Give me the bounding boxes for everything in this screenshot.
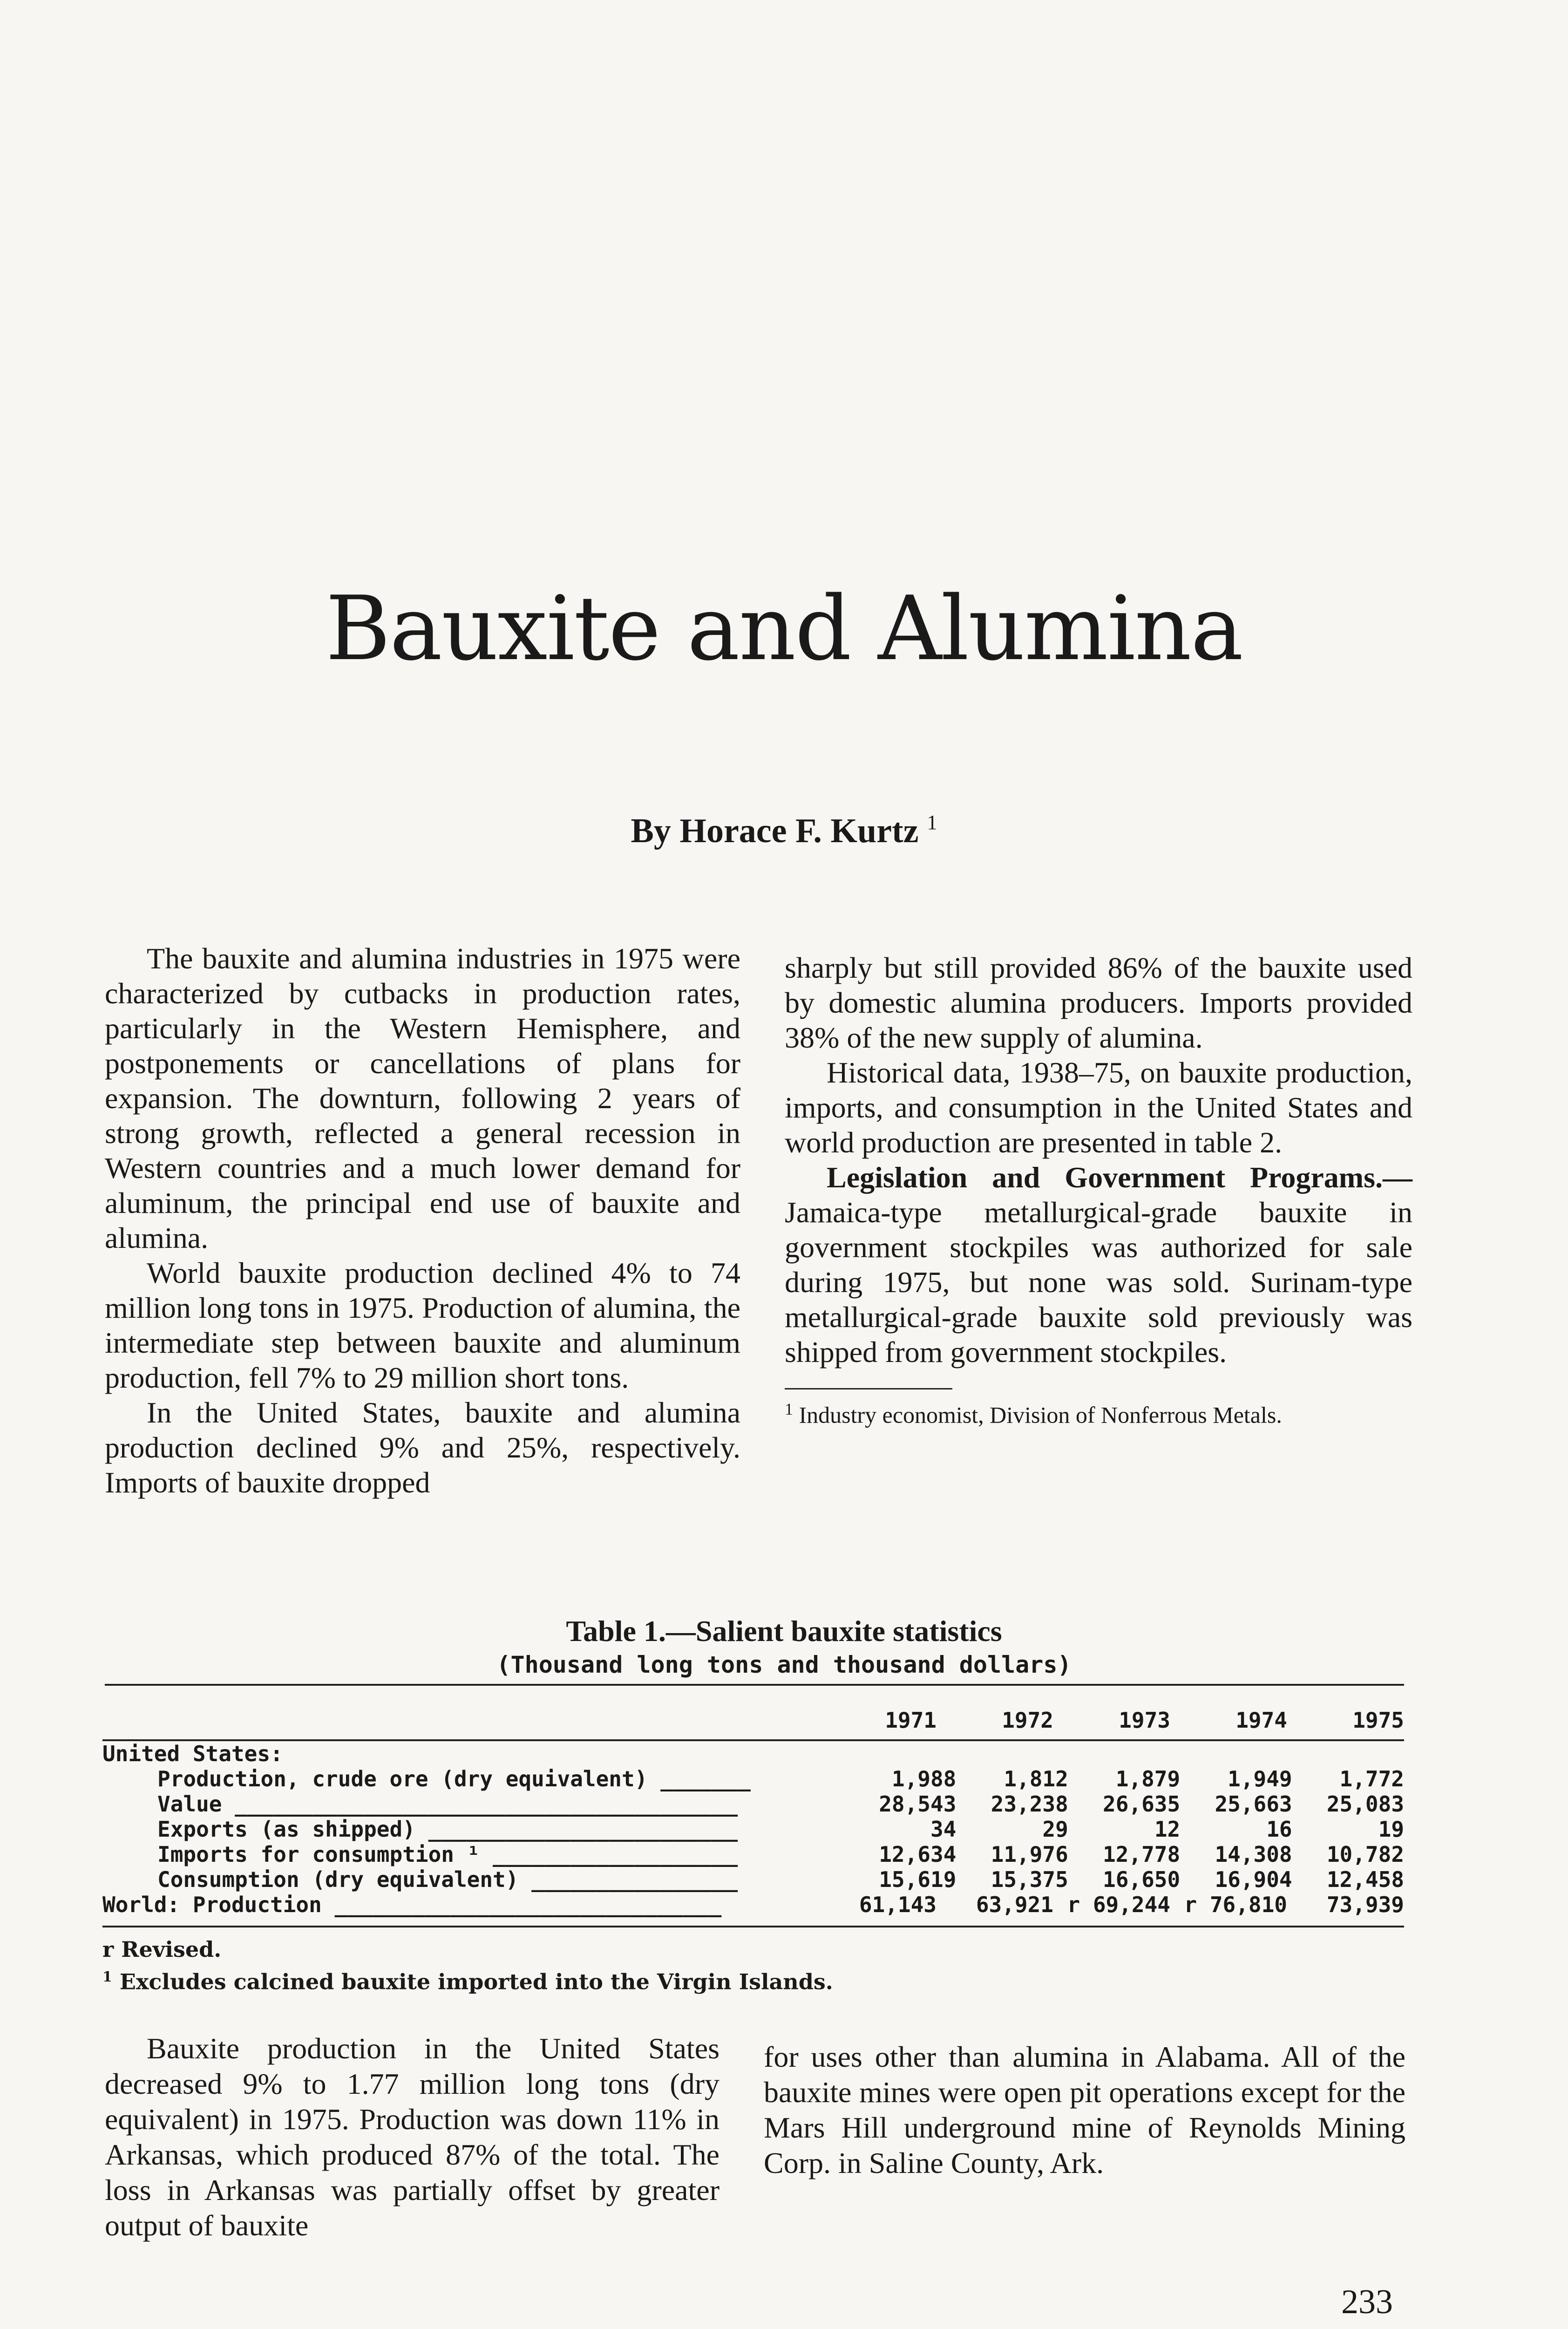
paragraph: In the United States, bauxite and alumina production declined 9% and 25%, respectively. Imports of bauxite dropped	[105, 1396, 740, 1499]
paragraph	[785, 1160, 1412, 1369]
row-label: Imports for consumption ¹ ___________________	[157, 1842, 738, 1867]
table-cell: 15,619	[879, 1867, 957, 1892]
table-cell: 12	[1154, 1817, 1181, 1842]
section-label: United States:	[102, 1741, 283, 1766]
table-header-row	[102, 1700, 1404, 1733]
table-cell: 16,650	[1103, 1867, 1181, 1892]
paragraph: Historical data, 1938–75, on bauxite production, imports, and consumption in the United States and world production are presented in table 2.	[785, 1056, 1412, 1159]
page-number: 233	[1341, 2283, 1393, 2321]
table-cell: 10,782	[1326, 1842, 1405, 1867]
author-byline	[0, 810, 1568, 851]
table-cell: 19	[1378, 1817, 1405, 1842]
footnote	[785, 1396, 1412, 1428]
table-cell: r 76,810	[1184, 1892, 1287, 1917]
paragraph: for uses other than alumina in Alabama. All of the bauxite mines were open pit operations except for the Mars Hill underground mine of Reynolds Mining Corp. in Saline County, Ark.	[764, 2040, 1405, 2179]
table-cell: 23,238	[991, 1791, 1068, 1817]
table-cell: 1,988	[891, 1766, 957, 1791]
table-top-rule	[105, 1684, 1404, 1686]
table-title: Table 1.—Salient bauxite statistics	[566, 1614, 1002, 1648]
row-label: Production, crude ore (dry equivalent) _______	[157, 1766, 751, 1791]
salient-statistics-table	[102, 1700, 1404, 1927]
table-row	[102, 1892, 1404, 1917]
table-cell: 12,778	[1103, 1842, 1181, 1867]
footnote-mark: 1	[785, 1400, 793, 1418]
year-header: 1973	[1119, 1708, 1170, 1733]
table-cell: 26,635	[1103, 1791, 1181, 1817]
paragraph: sharply but still provided 86% of the bauxite used by domestic alumina producers. Imports provided 38% of the new supply of alumina.	[785, 951, 1412, 1054]
table-note-revised: r Revised.	[102, 1937, 222, 1962]
year-header: 1974	[1235, 1708, 1287, 1733]
table-cell: 63,921	[976, 1892, 1053, 1917]
table-cell: 15,375	[991, 1867, 1068, 1892]
table-cell: 14,308	[1215, 1842, 1292, 1867]
intro-right-column	[785, 950, 1412, 1428]
table-cell: 12,458	[1326, 1867, 1405, 1892]
year-header: 1972	[1002, 1708, 1053, 1733]
table-row	[102, 1842, 1404, 1867]
table-notes	[102, 1935, 833, 1995]
paragraph: World bauxite production declined 4% to 74 million long tons in 1975. Production of alumina, the intermediate step between bauxite and aluminum production, fell 7% to 29 million short tons.	[105, 1256, 740, 1394]
row-label: Value _______________________________________	[157, 1791, 738, 1817]
table-cell: 25,663	[1215, 1791, 1292, 1817]
table-note-text: Excludes calcined bauxite imported into the Virgin Islands.	[119, 1969, 833, 1995]
table-row	[102, 1791, 1404, 1817]
table-cell: 28,543	[879, 1791, 957, 1817]
page-title: Bauxite and Alumina	[326, 577, 1242, 680]
section-heading: Legislation and Government Programs.—	[827, 1161, 1412, 1194]
year-header: 1971	[885, 1708, 937, 1733]
table-row	[102, 1766, 1404, 1791]
year-header: 1975	[1352, 1708, 1404, 1733]
table-cell: 11,976	[991, 1842, 1068, 1867]
body-right-column	[764, 2039, 1405, 2181]
table-cell: 1,879	[1115, 1766, 1181, 1791]
table-row	[102, 1817, 1404, 1842]
paragraph: The bauxite and alumina industries in 1975 were characterized by cutbacks in production rates, particularly in the Western Hemisphere, and postponements or cancellations of plans for expansion. The downturn, following 2 years of strong growth, reflected a general recession in Western countries and a much lower demand for aluminum, the principal end use of bauxite and alumina.	[105, 942, 740, 1254]
table-cell: 16	[1266, 1817, 1292, 1842]
paragraph: Bauxite production in the United States decreased 9% to 1.77 million long tons (dry equivalent) in 1975. Production was down 11% in Arkansas, which produced 87% of the total. The loss in Arkansas was partially offset by greater output of bauxite	[105, 2032, 720, 2242]
table-cell: 61,143	[859, 1892, 937, 1917]
table-section-row	[102, 1741, 1404, 1766]
table-cell: 29	[1042, 1817, 1068, 1842]
table-bottom-rule	[102, 1926, 1404, 1927]
table-cell: r 69,244	[1067, 1892, 1170, 1917]
footnote-text: Industry economist, Division of Nonferrous Metals.	[799, 1402, 1282, 1428]
table-cell: 1,812	[1004, 1766, 1068, 1791]
row-label: Consumption (dry equivalent) ________________	[157, 1867, 738, 1892]
table-cell: 1,949	[1228, 1766, 1292, 1791]
author-name: By Horace F. Kurtz	[631, 812, 919, 850]
row-label: Exports (as shipped) ________________________	[157, 1817, 738, 1842]
intro-left-column	[105, 941, 740, 1500]
section-body: Jamaica-type metallurgical-grade bauxite in government stockpiles was authorized for sale during 1975, but none was sold. Surinam-type metallurgical-grade bauxite sold previously was shipped from government stockpiles.	[785, 1196, 1412, 1369]
table-cell: 25,083	[1326, 1791, 1405, 1817]
body-left-column	[105, 2031, 720, 2243]
table-subtitle: (Thousand long tons and thousand dollars)	[496, 1651, 1072, 1678]
row-label: World: Production ______________________________	[102, 1892, 722, 1917]
footnote-rule	[785, 1388, 952, 1389]
table-cell: 73,939	[1326, 1892, 1404, 1917]
table-cell: 34	[930, 1817, 957, 1842]
table-cell: 16,904	[1215, 1867, 1292, 1892]
table-body	[102, 1766, 1404, 1917]
author-footnote-mark: 1	[927, 811, 937, 834]
table-cell: 12,634	[879, 1842, 957, 1867]
table-note-1: $^1$ Excludes calcined bauxite imported into the Virgin Islands.	[102, 1969, 833, 1995]
table-row	[102, 1867, 1404, 1892]
table-cell: 1,772	[1339, 1766, 1405, 1791]
